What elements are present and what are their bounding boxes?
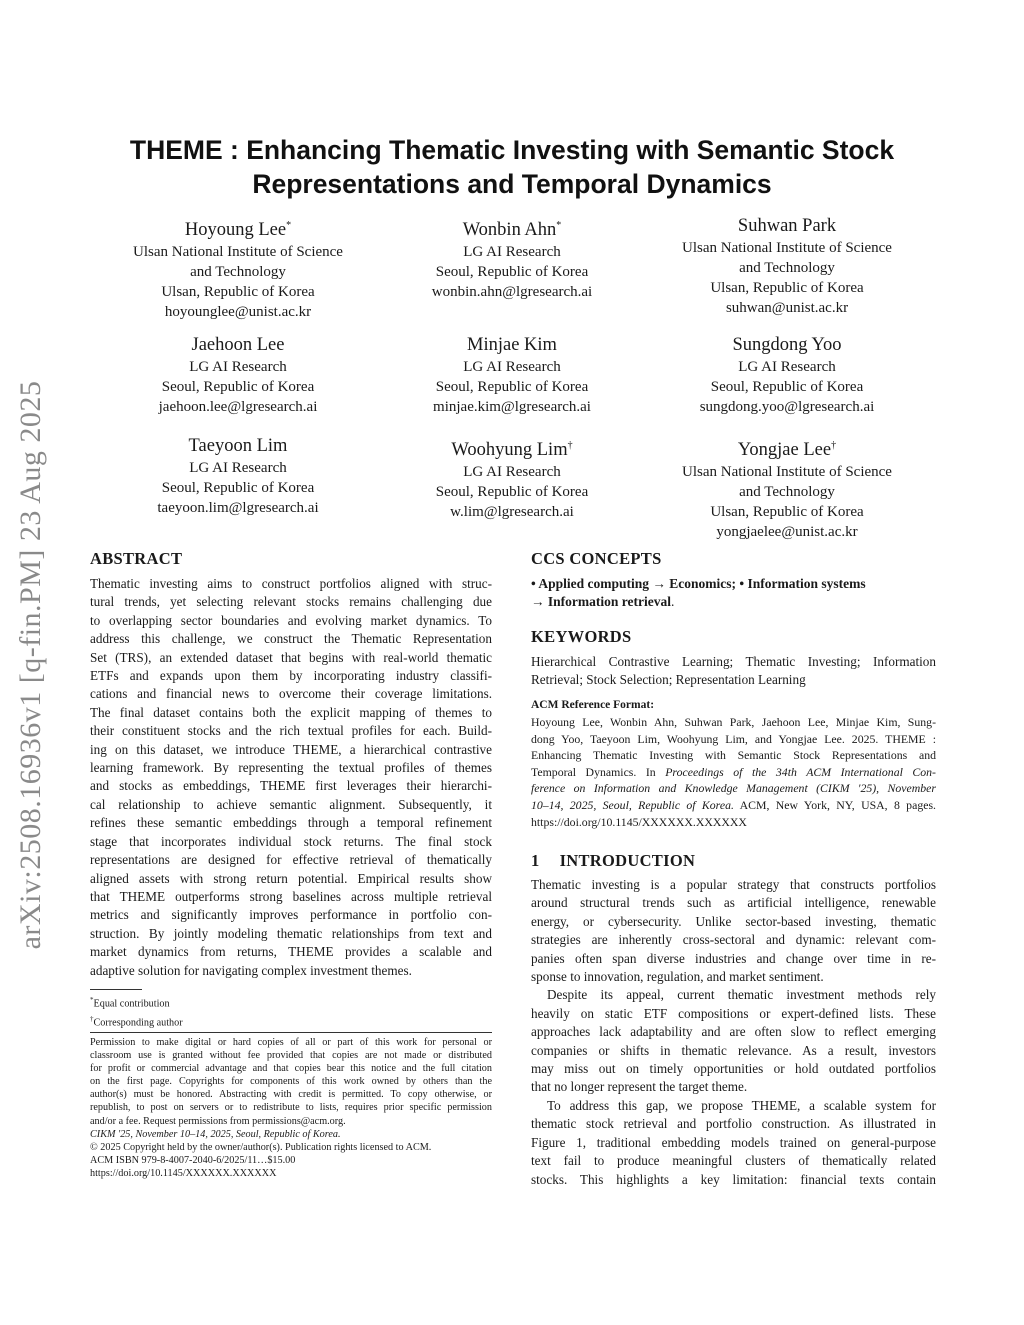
- abstract-heading: ABSTRACT: [90, 549, 183, 568]
- author-4: [98, 333, 378, 417]
- ref-line-6: [531, 797, 936, 814]
- author-email[interactable]: taeyoon.lim@lgresearch.ai: [157, 500, 319, 516]
- permission-line: and/or a fee. Request permissions from permissions@acm.org.: [90, 1115, 346, 1127]
- ref-line-6b: ACM, New York, NY, USA, 8 pages.: [733, 797, 936, 812]
- intro-line: stocks. This highlights a key limitation: financial texts contain: [531, 1171, 936, 1187]
- abstract-line: ETFs and expands upon them by incorporating industry classifi-: [90, 668, 492, 684]
- author-affiliation: LG AI Research: [463, 359, 561, 375]
- permission-line: author(s) must be honored. Abstracting with credit is permitted. To copy otherwise, or: [90, 1089, 492, 1101]
- permission-rule: [90, 1032, 492, 1033]
- abstract-line: refines these semantic embeddings through a temporal refinement: [90, 815, 492, 831]
- author-2: [372, 214, 652, 302]
- ccs-info-systems: ; • Information systems: [731, 576, 866, 591]
- footnote-equal: *Equal contribution: [90, 996, 170, 1010]
- author-affiliation: and Technology: [739, 484, 835, 501]
- permission-doi[interactable]: https://doi.org/10.1145/XXXXXX.XXXXXX: [90, 1167, 277, 1179]
- abstract-line: metrics and significantly improves performance in portfolio con-: [90, 907, 492, 923]
- intro-line: panies often span diverse industries and change over time in re-: [531, 950, 936, 966]
- permission-line: on the first page. Copyrights for components of this work owned by others than the: [90, 1076, 492, 1088]
- intro-line: Figure 1, traditional embedding models trained on general-purpose: [531, 1134, 936, 1150]
- arxiv-identifier: arXiv:2508.16936v1 [q-fin.PM] 23 Aug 2025: [14, 380, 47, 950]
- corresponding-author-mark: †: [831, 440, 837, 451]
- author-affiliation: Ulsan National Institute of Science: [682, 464, 892, 481]
- author-affiliation: and Technology: [190, 264, 286, 281]
- footnote-corresponding: †Corresponding author: [90, 1014, 183, 1029]
- author-affiliation: LG AI Research: [189, 359, 287, 375]
- reference-format-label: ACM Reference Format:: [531, 699, 655, 711]
- author-name: Sungdong Yoo: [732, 335, 842, 355]
- ref-line-5: ference on Information and Knowledge Management (CIKM '25), November: [531, 781, 936, 796]
- intro-line: To address this gap, we propose THEME, a scalable system for: [547, 1097, 936, 1113]
- author-email[interactable]: w.lim@lgresearch.ai: [450, 504, 574, 521]
- author-affiliation: Seoul, Republic of Korea: [710, 379, 864, 395]
- author-email[interactable]: sungdong.yoo@lgresearch.ai: [699, 399, 875, 415]
- keywords-heading: KEYWORDS: [531, 627, 632, 646]
- author-email[interactable]: yongjaelee@unist.ac.kr: [716, 524, 858, 541]
- permission-isbn: ACM ISBN 979-8-4007-2040-6/2025/11…$15.00: [90, 1154, 296, 1166]
- author-email[interactable]: jaehoon.lee@lgresearch.ai: [158, 399, 318, 415]
- author-name-row: [647, 434, 927, 462]
- author-affiliation: Ulsan National Institute of Science: [682, 240, 892, 256]
- author-affiliation: Ulsan, Republic of Korea: [710, 280, 864, 296]
- permission-copyright: © 2025 Copyright held by the owner/author(s). Publication rights licensed to ACM.: [90, 1141, 432, 1153]
- abstract-line: adaptive solution for navigating complex investment themes.: [90, 962, 412, 978]
- author-email[interactable]: wonbin.ahn@lgresearch.ai: [431, 284, 593, 301]
- abstract-line: address this challenge, we construct the Thematic Representation: [90, 631, 492, 647]
- abstract-line: to overlapping sector boundaries and evolving market dynamics. To: [90, 612, 492, 628]
- section-title: INTRODUCTION: [559, 851, 696, 870]
- author-affiliation: Seoul, Republic of Korea: [435, 379, 589, 395]
- author-affiliation: LG AI Research: [189, 460, 287, 476]
- intro-line: may miss out on timely opportunities or hold outdated portfolios: [531, 1061, 936, 1077]
- abstract-line: that THEME outperforms strong baselines across multiple retrieval: [90, 888, 492, 904]
- abstract-line: ing on this dataset, we introduce THEME, a hierarchical contrastive: [90, 741, 492, 757]
- author-affiliation: Ulsan National Institute of Science: [133, 244, 343, 261]
- permission-block: [90, 1036, 492, 1180]
- ref-line-4b: Proceedings of the 34th ACM International Con-: [665, 764, 936, 779]
- author-email[interactable]: minjae.kim@lgresearch.ai: [433, 399, 591, 415]
- author-affiliation: LG AI Research: [463, 464, 561, 481]
- title-line-1: THEME : Enhancing Thematic Investing with Semantic Stock: [129, 135, 895, 165]
- author-email[interactable]: suhwan@unist.ac.kr: [725, 300, 849, 316]
- abstract-line: market dynamics from returns, THEME provides a scalable and: [90, 944, 492, 960]
- corresponding-author-mark: †: [567, 440, 573, 451]
- abstract-line: learning framework. By representing the textual profiles of themes: [90, 760, 492, 776]
- permission-line: republish, to post on servers or to redistribute to lists, requires prior specific permission: [90, 1102, 492, 1114]
- footnote-equal-text: Equal contribution: [93, 998, 170, 1010]
- author-1: [98, 214, 378, 322]
- intro-line: around structural trends such as artificial intelligence, renewable: [531, 895, 936, 911]
- abstract-line: tural trends, yet selecting relevant stocks remains challenging due: [90, 594, 492, 610]
- ref-line-4a: Temporal Dynamics. In: [531, 764, 666, 779]
- ccs-information-retrieval: → Information retrieval: [531, 594, 671, 609]
- intro-line: energy, or cybersecurity. Unlike sector-based investing, thematic: [531, 913, 936, 929]
- title-line-2: Representations and Temporal Dynamics: [252, 169, 772, 199]
- intro-line: strategies are inherently cross-sectoral and dynamic: relevant com-: [531, 932, 936, 948]
- intro-line: text fail to produce meaningful clusters of thematically related: [531, 1153, 936, 1169]
- author-email[interactable]: hoyounglee@unist.ac.kr: [164, 304, 312, 321]
- keywords-body: [531, 653, 936, 690]
- intro-line: companies or shifts in thematic relevance. As a result, investors: [531, 1042, 936, 1058]
- introduction-body: [531, 876, 936, 1189]
- ref-line-1: Hoyoung Lee, Wonbin Ahn, Suhwan Park, Jaehoon Lee, Minjae Kim, Sung-: [531, 715, 936, 729]
- footnotes: [90, 993, 390, 1031]
- abstract-line: stage that incorporates individual stock returns. The final stock: [90, 833, 492, 849]
- permission-line: for profit or commercial advantage and that copies bear this notice and the full citation: [90, 1063, 492, 1075]
- ref-line-2: dong Yoo, Taeyoon Lim, Woohyung Lim, and Yongjae Lee. 2025. THEME :: [531, 731, 936, 746]
- intro-line: Despite its appeal, current thematic investment methods rely: [547, 987, 936, 1003]
- footnote-corresponding-text: Corresponding author: [93, 1017, 183, 1029]
- author-affiliation: Ulsan, Republic of Korea: [710, 504, 864, 521]
- keywords-line-2: Retrieval; Stock Selection; Representation Learning: [531, 672, 806, 688]
- ccs-period: .: [670, 594, 675, 609]
- abstract-line: cal relationship to achieve semantic alignment. Subsequently, it: [90, 796, 492, 812]
- author-name: Minjae Kim: [467, 335, 557, 355]
- abstract-line: The final dataset contains both the explicit mapping of themes to: [90, 704, 492, 720]
- introduction-heading: [531, 851, 695, 871]
- equal-contribution-mark: *: [286, 220, 292, 231]
- author-6: [647, 333, 927, 417]
- author-affiliation: Seoul, Republic of Korea: [435, 264, 589, 281]
- author-name-row: [372, 214, 652, 242]
- ccs-heading: CCS CONCEPTS: [531, 549, 662, 568]
- keywords-line-1: Hierarchical Contrastive Learning; Thematic Investing; Information: [531, 654, 936, 669]
- intro-line: approaches lack adaptability and are often slow to reflect emerging: [531, 1024, 936, 1040]
- author-5: [372, 333, 652, 417]
- author-affiliation: LG AI Research: [463, 244, 561, 261]
- ref-line-3: Enhancing Thematic Investing with Semantic Stock Representations and: [531, 748, 936, 763]
- author-7: [98, 434, 378, 518]
- author-affiliation: Ulsan, Republic of Korea: [161, 284, 315, 301]
- abstract-line: their constituent stocks and the rich textual profiles for each. Build-: [90, 723, 492, 739]
- permission-line: classroom use is granted without fee provided that copies are not made or distributed: [90, 1050, 492, 1062]
- author-8: [372, 434, 652, 522]
- author-affiliation: Seoul, Republic of Korea: [161, 379, 315, 395]
- abstract-line: cations and financial news to overcome their coverage limitations.: [90, 686, 492, 702]
- ref-doi[interactable]: https://doi.org/10.1145/XXXXXX.XXXXXX: [531, 814, 747, 829]
- ccs-applied-computing: • Applied computing: [531, 576, 650, 591]
- abstract-body: [90, 575, 492, 980]
- abstract-line: Thematic investing aims to construct portfolios aligned with struc-: [90, 576, 492, 591]
- abstract-line: struction. By jointly modeling thematic relationships from text and: [90, 925, 492, 941]
- intro-line: heavily on static ETF compositions or expert-defined lists. These: [531, 1005, 936, 1021]
- permission-line: Permission to make digital or hard copies of all or part of this work for personal or: [90, 1037, 492, 1048]
- permission-venue: CIKM '25, November 10–14, 2025, Seoul, Republic of Korea.: [90, 1128, 341, 1140]
- author-name: Woohyung Lim: [451, 440, 568, 461]
- author-affiliation: LG AI Research: [738, 359, 836, 375]
- reference-format: [531, 714, 936, 830]
- footnote-rule: [90, 989, 142, 990]
- author-name-row: [98, 214, 378, 242]
- author-affiliation: and Technology: [739, 260, 835, 276]
- intro-line: thematic stock retrieval and portfolio construction. As illustrated in: [531, 1116, 936, 1132]
- author-name: Taeyoon Lim: [188, 436, 288, 456]
- intro-line: that no longer represent the target theme.: [531, 1079, 748, 1095]
- ccs-concepts: [531, 575, 936, 611]
- equal-contribution-mark: *: [556, 220, 562, 231]
- author-name: Suhwan Park: [737, 216, 837, 236]
- author-affiliation: Seoul, Republic of Korea: [435, 484, 589, 501]
- intro-line: sponse to innovation, regulation, and market sentiment.: [531, 969, 824, 985]
- author-name: Wonbin Ahn: [462, 220, 557, 241]
- ref-line-6a: 10–14, 2025, Seoul, Republic of Korea.: [531, 797, 734, 812]
- abstract-line: aligned assets with strong return potential. Empirical results show: [90, 870, 492, 886]
- author-affiliation: Seoul, Republic of Korea: [161, 480, 315, 496]
- author-9: [647, 434, 927, 542]
- intro-line: Thematic investing is a popular strategy that constructs portfolios: [531, 877, 936, 892]
- ccs-economics: → Economics: [649, 576, 732, 591]
- author-3: [647, 214, 927, 318]
- section-number: 1: [531, 851, 540, 870]
- abstract-line: representations are designed for effective retrieval of thematically: [90, 852, 492, 868]
- abstract-line: and stocks as embeddings, THEME first leverages their hierarchi-: [90, 778, 492, 794]
- ref-line-4: [531, 764, 936, 781]
- author-name: Hoyoung Lee: [184, 220, 287, 241]
- author-name: Yongjae Lee: [737, 440, 832, 461]
- abstract-line: Set (TRS), an extended dataset that begins with real-world thematic: [90, 649, 492, 665]
- author-name: Jaehoon Lee: [191, 335, 285, 355]
- author-name-row: [372, 434, 652, 462]
- paper-title: [100, 133, 924, 201]
